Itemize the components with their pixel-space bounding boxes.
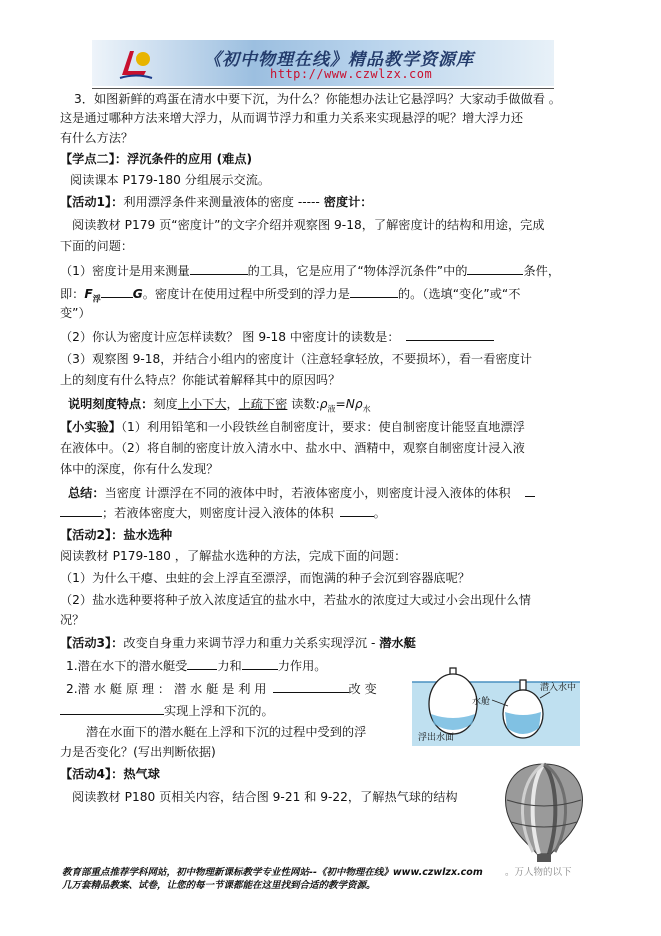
force-symbol: F [84, 287, 93, 301]
header-banner [92, 40, 554, 86]
activity3-title: 改变自身重力来调节浮力和重力关系实现浮沉 - [123, 636, 380, 650]
question1-line3: 变”） [60, 306, 91, 320]
activity1-topic: 密度计： [323, 195, 373, 209]
footer-line1: 教育部重点推荐学科网站，初中物理新课标教学专业性网站--《初中物理在线》www.czwlzx.com [62, 867, 483, 878]
q2-text: （2）你认为密度计应怎样读数？ 图 9-18 中密度计的读数是： [60, 330, 400, 344]
gravity-symbol: G [132, 287, 143, 301]
a3q2-text-b: 改 变 [348, 682, 377, 696]
q1-text-b: 的工具，它是应用了“物体浮沉条件”中的 [247, 264, 468, 278]
q1-text-c: 条件， [523, 264, 561, 278]
a3q1-blank-2[interactable] [242, 657, 278, 670]
q1-blank-4[interactable] [350, 285, 398, 298]
q2-blank[interactable] [406, 328, 494, 341]
a3q2-blank-1[interactable] [273, 680, 349, 693]
experiment-tag: 【小实验】 [60, 420, 121, 434]
header-divider [92, 88, 554, 89]
a3q1-blank-1[interactable] [187, 657, 217, 670]
activity1-para2: 下面的问题： [60, 239, 134, 253]
summary-blank-1[interactable] [525, 484, 535, 497]
q1-blank-2[interactable] [467, 262, 523, 275]
activity3-topic: 潜水艇 [379, 636, 416, 650]
activity3-q2-line2 [60, 702, 274, 719]
summary-text-c: ；若液体密度大，则密度计浸入液体的体积 [102, 506, 334, 520]
scale-text-f: 读数: [287, 397, 320, 411]
rho-symbol: ρ [319, 397, 328, 411]
activity4-heading: 【活动4】：热气球 [60, 767, 160, 781]
scale-answer-1: 上小下大 [177, 397, 227, 411]
activity3-heading [60, 635, 416, 651]
q3-line2: 这是通过哪种方法来增大浮力，从而调节浮力和重力关系来实现悬浮的呢？增大浮力还 [60, 111, 524, 125]
label-surface: 浮出水面 [418, 733, 455, 743]
question1-line1 [60, 262, 560, 279]
a3q1-text-b: 力和 [217, 659, 242, 673]
activity4-para: 阅读教材 P180 页相关内容，结合图 9-21 和 9-22，了解热气球的结构 [72, 790, 458, 804]
scale-text-b: 刻度 [153, 397, 178, 411]
hot-air-balloon-figure [493, 760, 595, 862]
a3q2-blank-2[interactable] [60, 702, 164, 715]
activity3-q2-line1 [66, 680, 377, 697]
experiment-line2: 在液体中。（2）将自制的密度计放入清水中、盐水中、酒精中，观察自制密度计浸入液 [60, 441, 525, 455]
a3q1-text-c: 力作用。 [277, 659, 327, 673]
q1d-text-c: 的。（选填“变化”或“不 [397, 287, 521, 301]
summary-label: 总结： [68, 486, 105, 500]
banner-url: http://www.czwlzx.com [270, 67, 433, 81]
rho-liquid-sub: 液 [327, 404, 336, 414]
banner-title: 《初中物理在线》精品教学资源库 [204, 50, 474, 70]
submarine-figure [412, 654, 580, 746]
a3q2-text-a: 2.潜 水 艇 原 理 ： 潜 水 艇 是 利 用 [66, 682, 267, 696]
question3b-line2: 上的刻度有什么特点？你能试着解释其中的原因吗？ [60, 373, 341, 387]
summary-blank-2[interactable] [340, 504, 374, 517]
experiment-line3: 体中的深度，你有什么发现？ [60, 462, 219, 476]
q1-blank-3[interactable] [101, 285, 133, 298]
force-subscript: 浮 [92, 294, 101, 304]
experiment-text-1: （1）利用铅笔和一小段铁丝自制密度计，要求：使自制密度计能竖直地漂浮 [120, 420, 525, 434]
activity2-question2b: 况？ [60, 613, 85, 627]
activity3-q3-line1: 潜在水面下的潜水艇在上浮和下沉的过程中受到的浮 [86, 725, 367, 739]
q3-line1: 3．如图新鲜的鸡蛋在清水中要下沉，为什么？你能想办法让它悬浮吗？大家动手做做看 。 [74, 92, 561, 106]
experiment-line1 [60, 419, 525, 435]
scale-text-d: ， [226, 397, 239, 411]
read-instruction: 阅读课本 P179-180 分组展示交流。 [70, 173, 271, 187]
activity3-q3-line2: 力是否变化？(写出判断依据) [60, 745, 216, 759]
summary-blank-1b[interactable] [60, 504, 102, 517]
q1-text-a: （1）密度计是用来测量 [60, 264, 190, 278]
activity1-heading [60, 194, 372, 210]
summary-line1 [68, 484, 535, 501]
activity1-para1: 阅读教材 P179 页“密度计”的文字介绍并观察图 9-18，了解密度计的结构和用途，完成 [72, 218, 545, 232]
activity3-q1 [66, 657, 326, 674]
a3q1-text-a: 1.潜在水下的潜水艇受 [66, 659, 188, 673]
scale-label: 说明刻度特点： [68, 397, 154, 411]
summary-text-b: 当密度 计漂浮在不同的液体中时，若液体密度小，则密度计浸入液体的体积 [104, 486, 511, 500]
activity3-tag: 【活动3】： [60, 636, 124, 650]
question2-line [60, 328, 494, 345]
q1d-text-a: 即： [60, 287, 85, 301]
rho-water-sub: 水 [362, 404, 371, 414]
section2-heading: 【学点二】：浮沉条件的应用 (难点) [60, 152, 253, 166]
rho-formula: =Nρ [335, 397, 363, 411]
footer-tail: 。万人物的以下 [505, 867, 572, 878]
question1-line2 [60, 285, 520, 307]
activity1-tag: 【活动1】： [60, 195, 124, 209]
question3b-line1: （3）观察图 9-18，并结合小组内的密度计（注意轻拿轻放，不要损坏），看一看密度计 [60, 352, 532, 366]
summary-line2 [60, 504, 386, 521]
logo-icon [116, 45, 156, 81]
footer [62, 866, 483, 892]
activity2-heading: 【活动2】：盐水选种 [60, 528, 173, 542]
activity2-question1: （1）为什么干瘪、虫蛀的会上浮直至漂浮，而饱满的种子会沉到容器底呢？ [60, 571, 470, 585]
scale-answer-2: 上疏下密 [238, 397, 288, 411]
q1-blank-1[interactable] [190, 262, 248, 275]
q1d-text-b: 。密度计在使用过程中所受到的浮力是 [142, 287, 350, 301]
q3-line3: 有什么方法？ [60, 131, 134, 145]
activity2-question2a: （2）盐水选种要将种子放入浓度适宜的盐水中，若盐水的浓度过大或过小会出现什么情 [60, 593, 531, 607]
scale-feature-line [68, 396, 371, 417]
label-dive: 潜入水中 [540, 683, 577, 693]
activity1-title: 利用漂浮条件来测量液体的密度 ----- [123, 195, 324, 209]
a3q2-text-c: 实现上浮和下沉的。 [164, 704, 274, 718]
footer-line2: 几万套精品教案、试卷，让您的每一节课都能在这里找到合适的教学资源。 [62, 880, 376, 891]
label-water-tank: 水舱 [472, 697, 491, 707]
activity2-para: 阅读教材 P179-180 ，了解盐水选种的方法，完成下面的问题： [60, 549, 407, 563]
summary-text-d: 。 [373, 506, 386, 520]
